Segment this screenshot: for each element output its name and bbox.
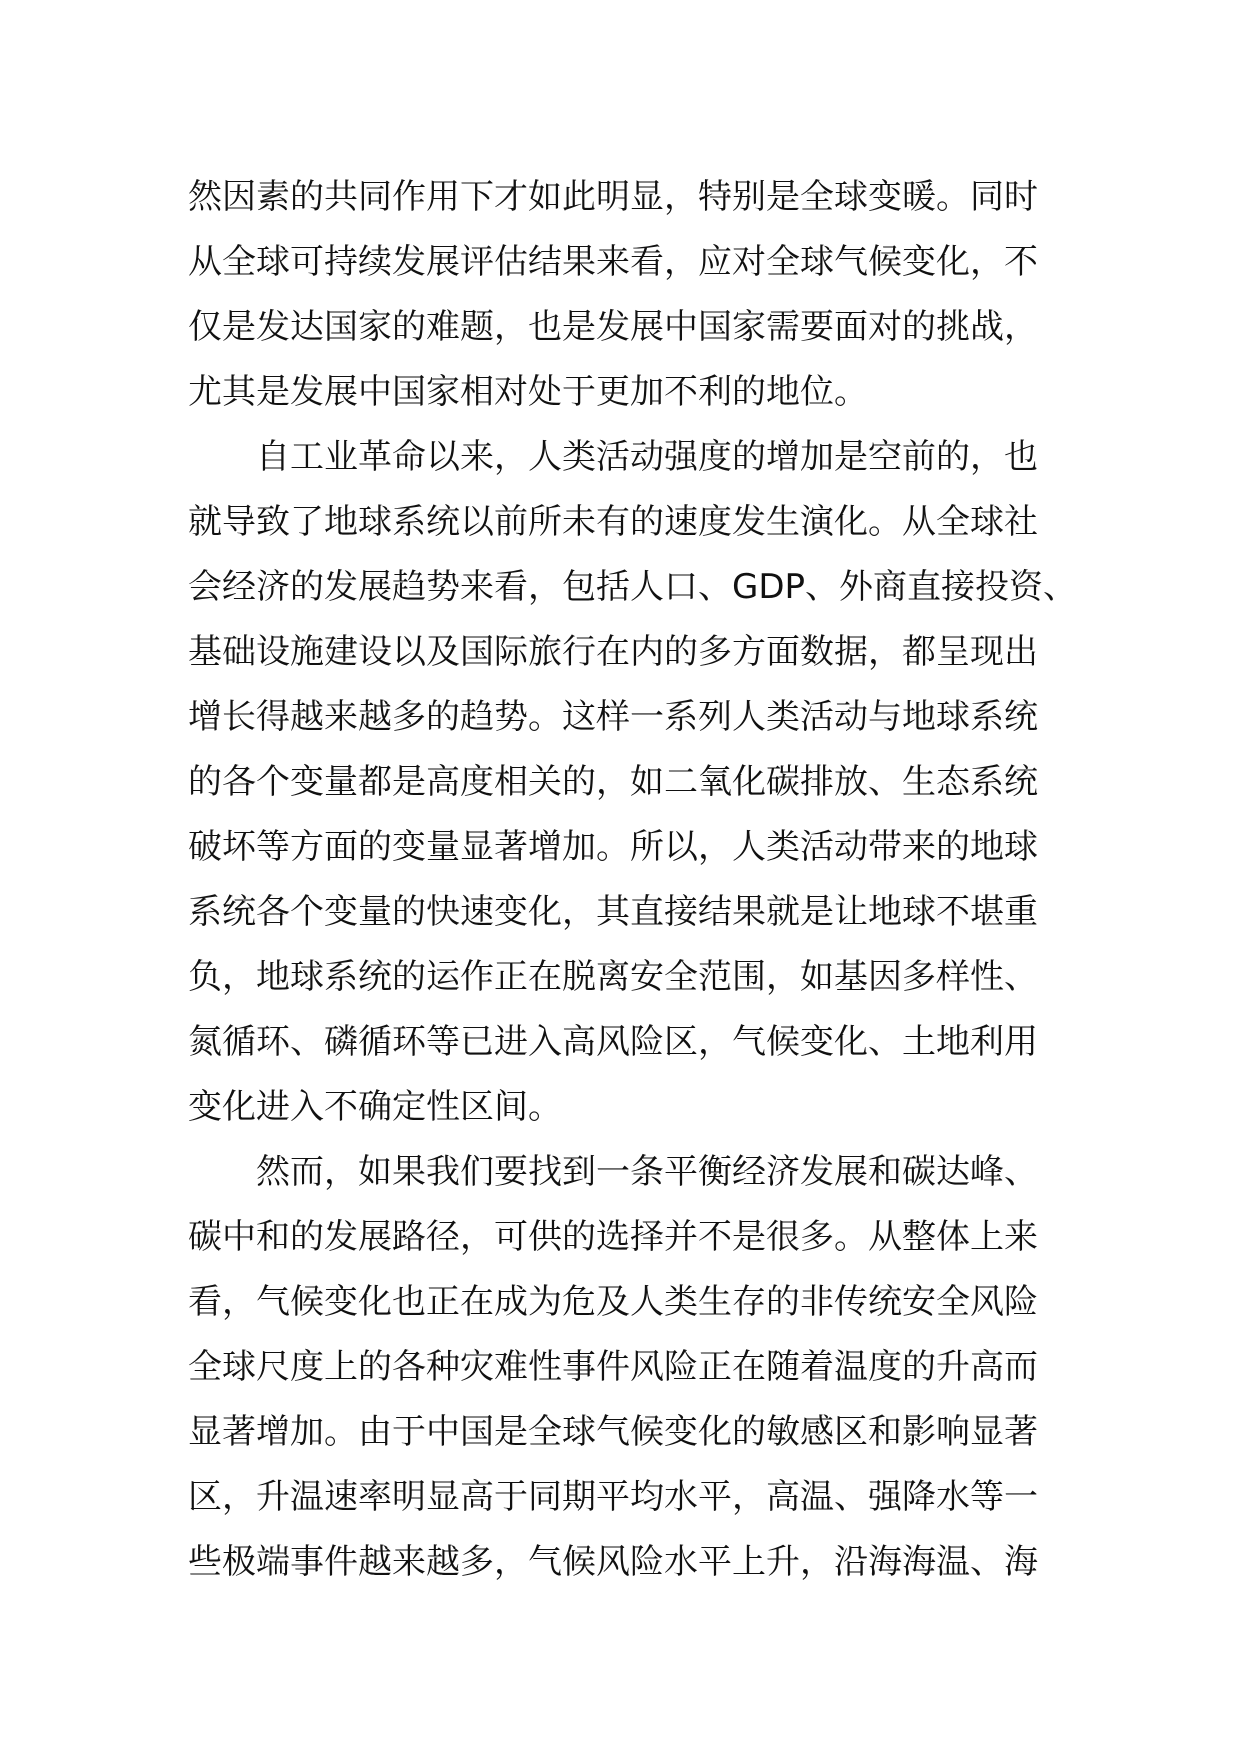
text-line: 区，升温速率明显高于同期平均水平，高温、强降水等一 bbox=[188, 1477, 1038, 1517]
text-line: 氮循环、磷循环等已进入高风险区，气候变化、土地利用 bbox=[188, 1022, 1038, 1062]
text-line: 负，地球系统的运作正在脱离安全范围，如基因多样性、 bbox=[188, 957, 1038, 997]
paragraph-first-line: 然而，如果我们要找到一条平衡经济发展和碳达峰、 bbox=[256, 1152, 1038, 1192]
text-line: 破坏等方面的变量显著增加。所以，人类活动带来的地球 bbox=[188, 827, 1038, 867]
text-line: 从全球可持续发展评估结果来看，应对全球气候变化，不 bbox=[188, 242, 1038, 282]
text-line: 就导致了地球系统以前所未有的速度发生演化。从全球社 bbox=[188, 502, 1038, 542]
text-line: 然因素的共同作用下才如此明显，特别是全球变暖。同时 bbox=[188, 177, 1038, 217]
text-line: 看，气候变化也正在成为危及人类生存的非传统安全风险 bbox=[188, 1282, 1038, 1322]
text-line: 显著增加。由于中国是全球气候变化的敏感区和影响显著 bbox=[188, 1412, 1038, 1452]
text-line: 基础设施建设以及国际旅行在内的多方面数据，都呈现出 bbox=[188, 632, 1038, 672]
text-line: 些极端事件越来越多，气候风险水平上升，沿海海温、海 bbox=[188, 1542, 1038, 1582]
text-line: 的各个变量都是高度相关的，如二氧化碳排放、生态系统 bbox=[188, 762, 1038, 802]
text-line: 增长得越来越多的趋势。这样一系列人类活动与地球系统 bbox=[188, 697, 1038, 737]
text-line: 会经济的发展趋势来看，包括人口、GDP、外商直接投资、 bbox=[188, 567, 1078, 607]
text-line: 碳中和的发展路径，可供的选择并不是很多。从整体上来 bbox=[188, 1217, 1038, 1257]
body-text bbox=[188, 170, 1088, 1600]
text-line: 仅是发达国家的难题，也是发展中国家需要面对的挑战， bbox=[188, 307, 1038, 347]
text-line: 尤其是发展中国家相对处于更加不利的地位。 bbox=[188, 372, 868, 412]
paragraph-first-line: 自工业革命以来，人类活动强度的增加是空前的，也 bbox=[256, 437, 1038, 477]
text-line: 全球尺度上的各种灾难性事件风险正在随着温度的升高而 bbox=[188, 1347, 1038, 1387]
text-line: 变化进入不确定性区间。 bbox=[188, 1087, 562, 1127]
text-line: 系统各个变量的快速变化，其直接结果就是让地球不堪重 bbox=[188, 892, 1038, 932]
